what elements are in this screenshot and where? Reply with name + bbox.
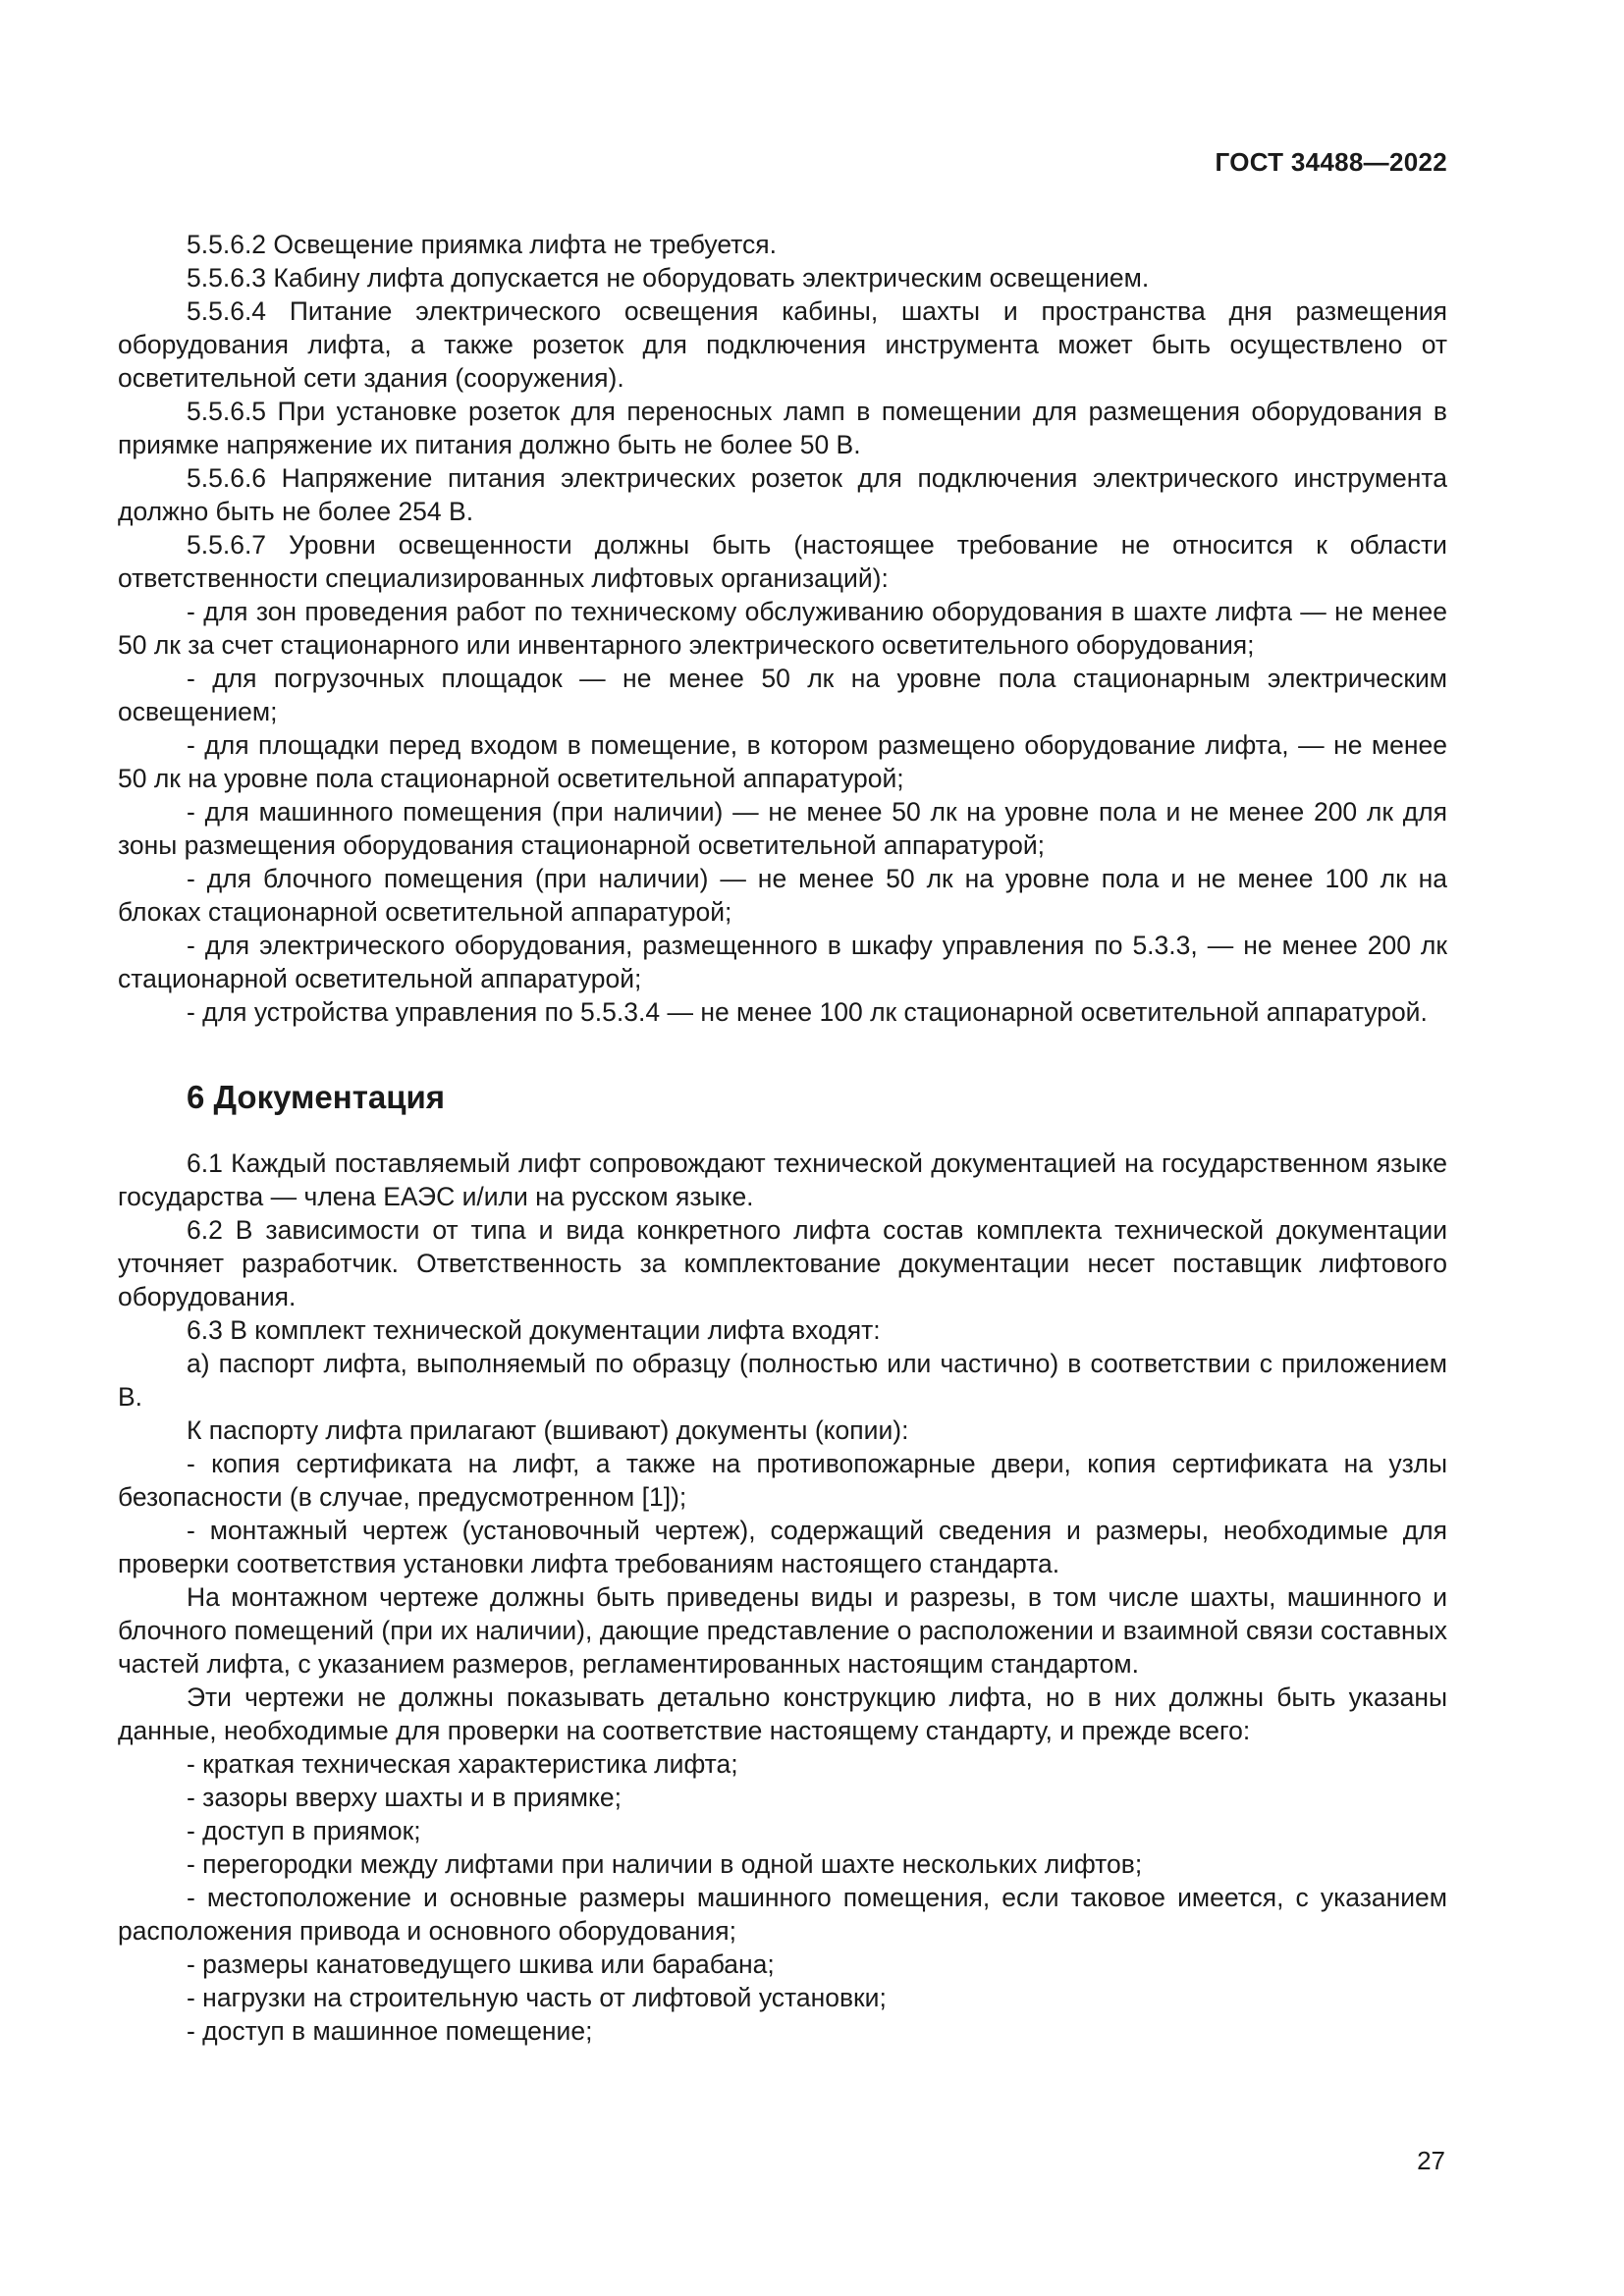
paragraph-5-5-6-2: 5.5.6.2 Освещение приямка лифта не требуется. xyxy=(187,230,777,259)
list-item: - перегородки между лифтами при наличии в одной шахте нескольких лифтов; xyxy=(187,1849,1143,1879)
paragraph-drawings-requirements: Эти чертежи не должны показывать детально конструкцию лифта, но в них должны быть указаны данные, необходимые для проверки на соответствие настоящему стандарту, и прежде всего: xyxy=(118,1682,1447,1745)
document-code-header: ГОСТ 34488—2022 xyxy=(1215,147,1447,177)
list-item: - для машинного помещения (при наличии) — не менее 50 лк на уровне пола и не менее 200 лк для зоны размещения оборудования стационарной осветительной аппаратурой; xyxy=(118,797,1447,860)
list-item: - копия сертификата на лифт, а также на противопожарные двери, копия сертификата на узлы безопасности (в случае, предусмотренном [1]); xyxy=(118,1449,1447,1512)
list-item: - зазоры вверху шахты и в приямке; xyxy=(187,1783,622,1812)
list-item: - для блочного помещения (при наличии) — не менее 50 лк на уровне пола и не менее 100 лк на блоках стационарной осветительной аппаратурой; xyxy=(118,864,1447,927)
section-6 xyxy=(118,1147,1447,2048)
list-item: - монтажный чертеж (установочный чертеж), содержащий сведения и размеры, необходимые для проверки соответствия установки лифта требованиям настоящего стандарта. xyxy=(118,1516,1447,1578)
list-item: - краткая техническая характеристика лифта; xyxy=(187,1749,738,1779)
section-5-5-6 xyxy=(118,228,1447,1029)
list-item: - для устройства управления по 5.5.3.4 — не менее 100 лк стационарной осветительной аппаратурой. xyxy=(187,997,1428,1027)
list-item: - для зон проведения работ по техническому обслуживанию оборудования в шахте лифта — не менее 50 лк за счет стационарного или инвентарного электрического осветительного оборудования; xyxy=(118,597,1447,660)
list-item: - для площадки перед входом в помещение, в котором размещено оборудование лифта, — не менее 50 лк на уровне пола стационарной осветительной аппаратурой; xyxy=(118,730,1447,793)
list-item: - доступ в приямок; xyxy=(187,1816,421,1845)
list-item: - доступ в машинное помещение; xyxy=(187,2016,593,2046)
paragraph-6-2: 6.2 В зависимости от типа и вида конкретного лифта состав комплекта технической документации уточняет разработчик. Ответственность за комплектование документации несет поставщик лифтового оборудования. xyxy=(118,1215,1447,1311)
list-item: - для электрического оборудования, размещенного в шкафу управления по 5.3.3, — не менее 200 лк стационарной осветительной аппаратурой; xyxy=(118,931,1447,993)
document-body xyxy=(118,228,1447,2048)
list-item: - размеры канатоведущего шкива или барабана; xyxy=(187,1949,775,1979)
paragraph-5-5-6-4: 5.5.6.4 Питание электрического освещения кабины, шахты и пространства дня размещения оборудования лифта, а также розеток для подключения инструмента может быть осуществлено от осветительной сети здания (сооружения). xyxy=(118,296,1447,393)
paragraph-5-5-6-5: 5.5.6.5 При установке розеток для переносных ламп в помещении для размещения оборудования в приямке напряжение их питания должно быть не более 50 В. xyxy=(118,397,1447,459)
paragraph-mounting-drawing: На монтажном чертеже должны быть приведены виды и разрезы, в том числе шахты, машинного и блочного помещений (при их наличии), дающие представление о расположении и взаимной связи составных частей лифта, с указанием размеров, регламентированных настоящим стандартом. xyxy=(118,1582,1447,1679)
paragraph-5-5-6-7: 5.5.6.7 Уровни освещенности должны быть (настоящее требование не относится к области ответственности специализированных лифтовых организаций): xyxy=(118,530,1447,593)
paragraph-6-3: 6.3 В комплект технической документации лифта входят: xyxy=(187,1315,881,1345)
page-number: 27 xyxy=(1417,2146,1445,2175)
paragraph-5-5-6-6: 5.5.6.6 Напряжение питания электрических розеток для подключения электрического инструмента должно быть не более 254 В. xyxy=(118,463,1447,526)
section-6-heading: 6 Документация xyxy=(187,1079,446,1115)
list-item: - местоположение и основные размеры машинного помещения, если таковое имеется, с указанием расположения привода и основного оборудования; xyxy=(118,1883,1447,1946)
paragraph-5-5-6-3: 5.5.6.3 Кабину лифта допускается не оборудовать электрическим освещением. xyxy=(187,263,1150,293)
paragraph-6-3-a: а) паспорт лифта, выполняемый по образцу (полностью или частично) в соответствии с приложением В. xyxy=(118,1349,1447,1412)
paragraph-passport-attachments: К паспорту лифта прилагают (вшивают) документы (копии): xyxy=(187,1415,909,1445)
paragraph-6-1: 6.1 Каждый поставляемый лифт сопровождают технической документацией на государственном языке государства — члена ЕАЭС и/или на русском языке. xyxy=(118,1148,1447,1211)
list-item: - для погрузочных площадок — не менее 50 лк на уровне пола стационарным электрическим освещением; xyxy=(118,664,1447,726)
list-item: - нагрузки на строительную часть от лифтовой установки; xyxy=(187,1983,887,2012)
